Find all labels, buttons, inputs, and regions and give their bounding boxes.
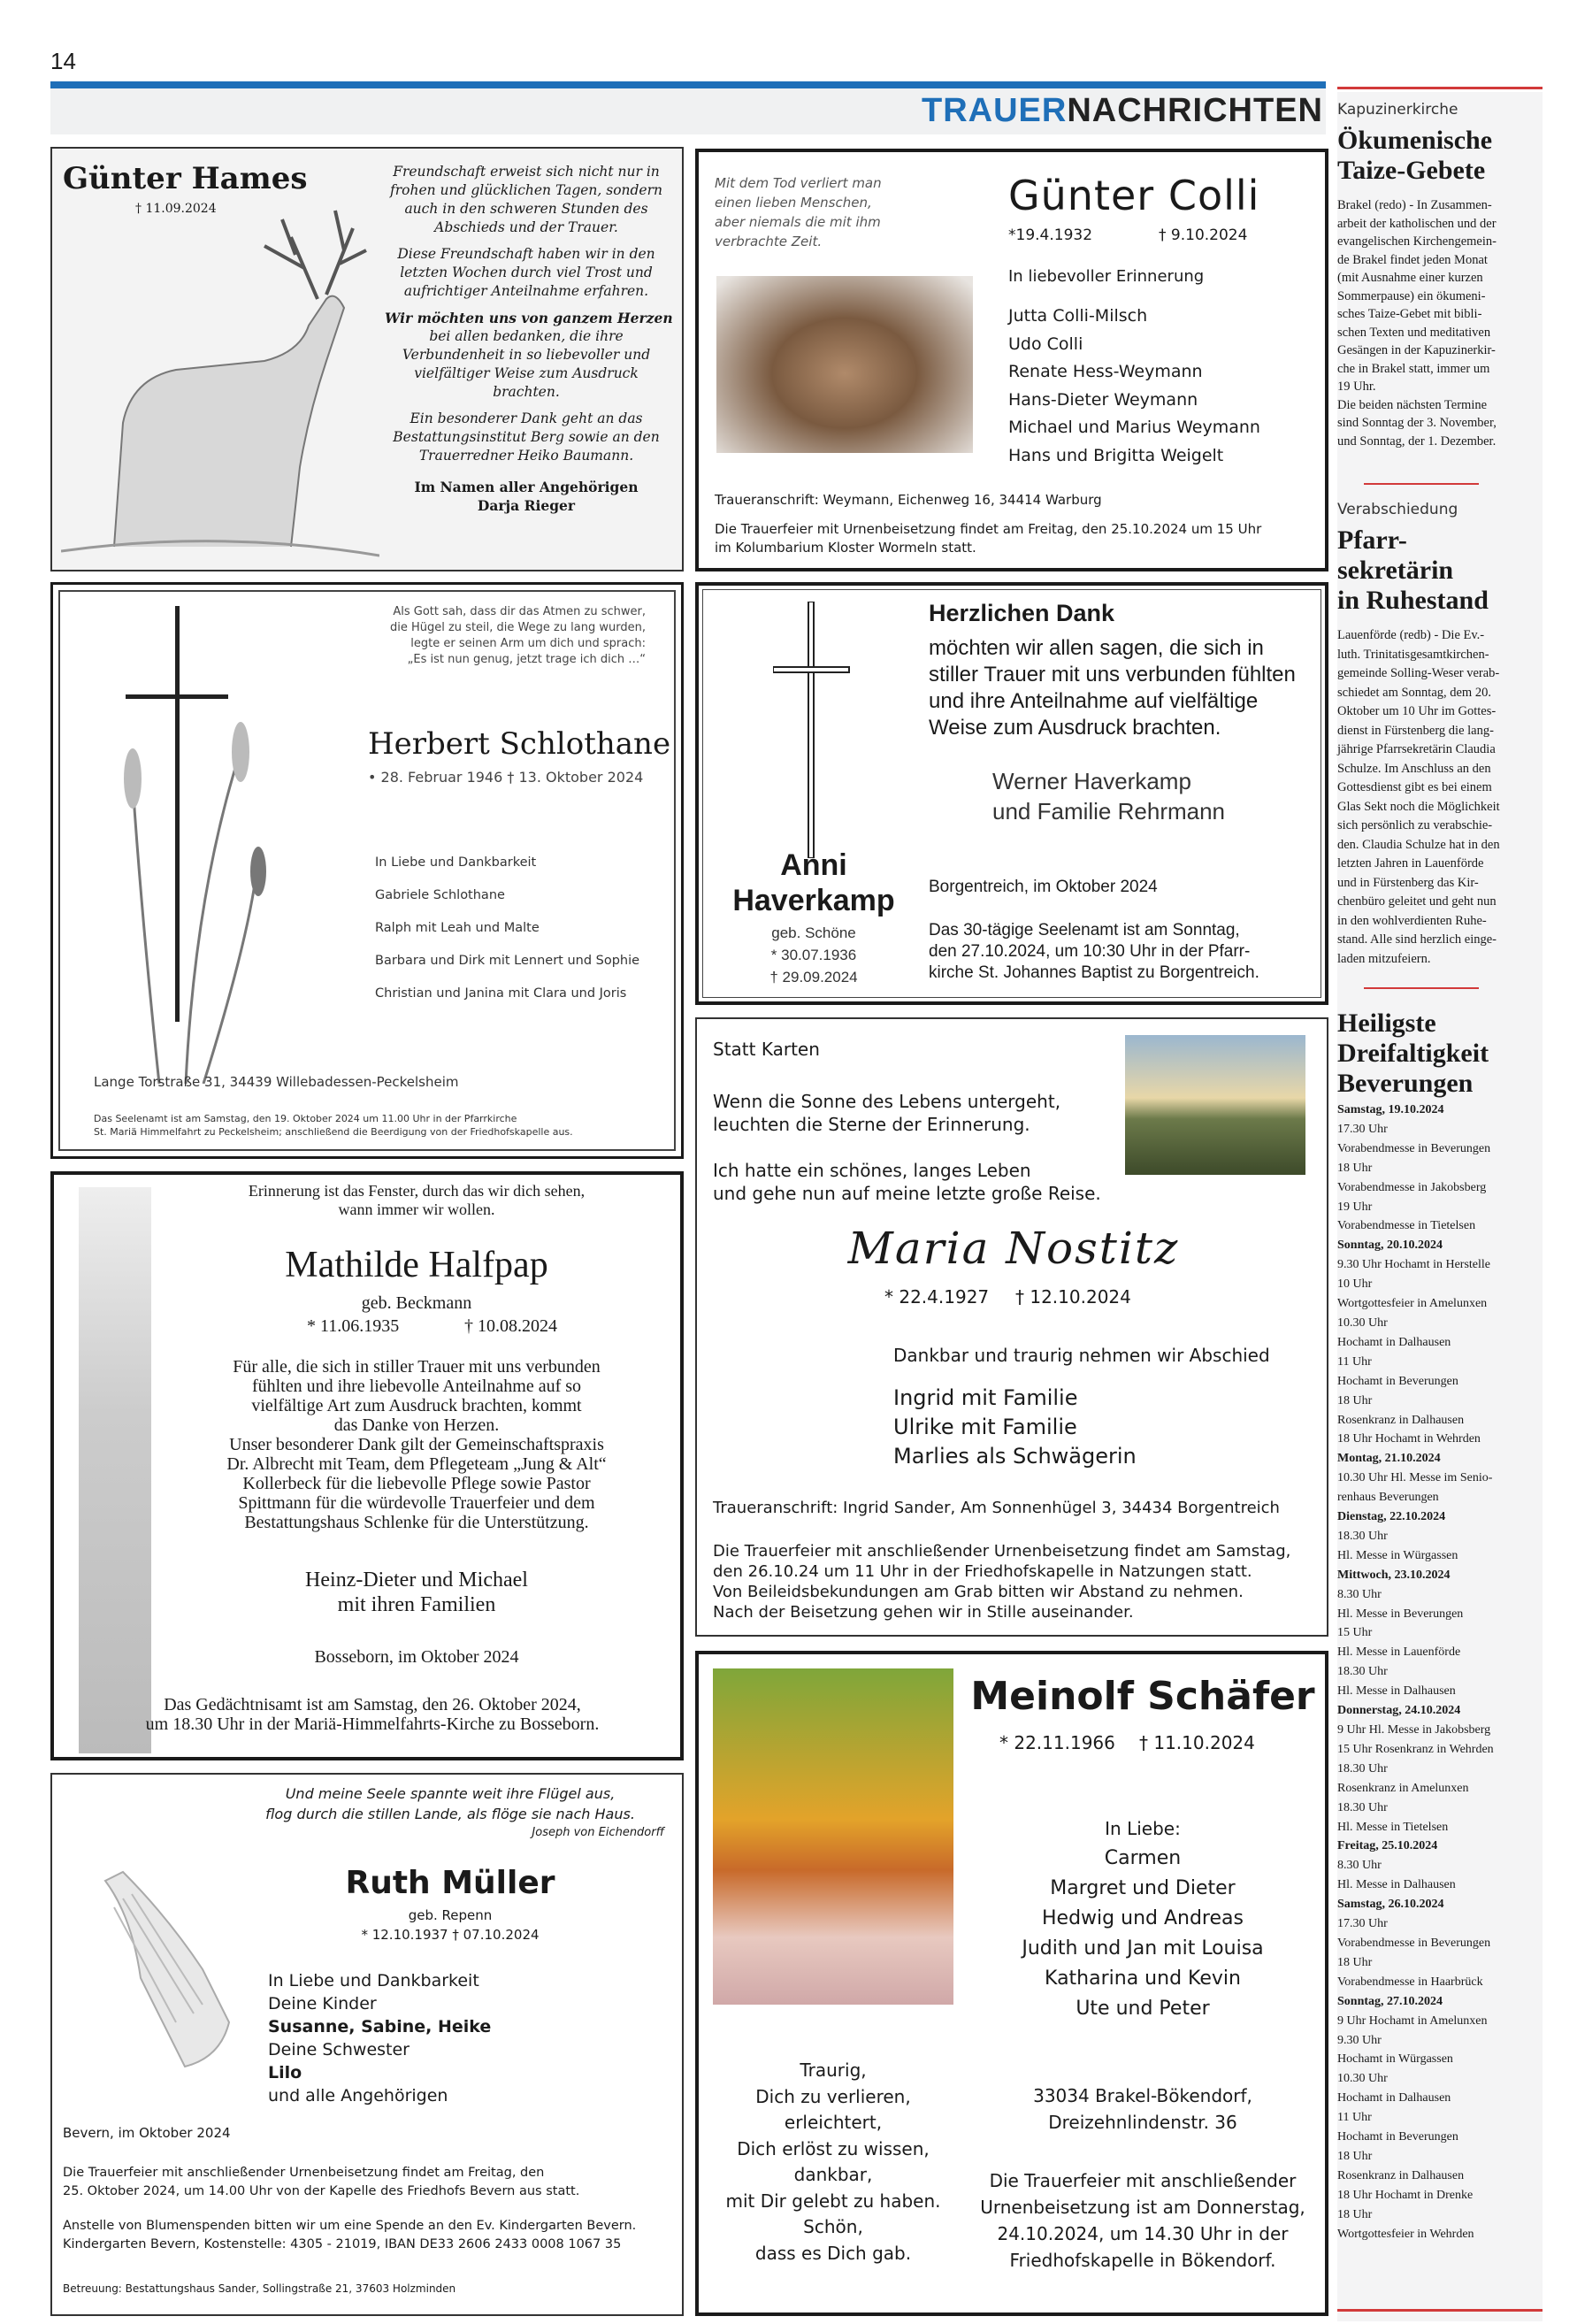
schedule-row: Dienstag, 22.10.2024: [1337, 1510, 1446, 1524]
schedule-row: 10.30 Uhr Hl. Messe im Senio-: [1337, 1471, 1493, 1485]
praying-hands-illustration: [70, 1863, 256, 2084]
schedule-row: 18 Uhr: [1337, 2149, 1373, 2163]
halfpap-name: Mathilde Halfpap: [285, 1245, 548, 1285]
haverkamp-place: Borgentreich, im Oktober 2024: [929, 878, 1158, 896]
schedule-row: 8.30 Uhr: [1337, 1859, 1382, 1873]
section-title-b: NACHRICHTEN: [1067, 92, 1323, 129]
halfpap-born-name: geb. Beckmann: [361, 1293, 472, 1313]
colli-photo: [716, 276, 973, 453]
haverkamp-note: Das 30-tägige Seelenamt ist am Sonntag, den 27.10.2024, um 10:30 Uhr in der Pfarr- kirche St. Johannes Baptist zu Borgentreich.: [929, 921, 1259, 982]
sidebar-title-c: Heiligste Dreifaltigkeit Beverungen: [1337, 1009, 1489, 1098]
haverkamp-dates: geb. Schöne * 30.07.1936 † 29.09.2024: [769, 924, 858, 986]
nostitz-intro: Dankbar und traurig nehmen wir Abschied: [893, 1345, 1270, 1366]
schedule-row: 17.30 Uhr: [1337, 1122, 1388, 1136]
schedule-row: 18 Uhr: [1337, 1393, 1373, 1407]
mueller-author: Joseph von Eichendorff: [532, 1826, 664, 1839]
hames-text: Freundschaft erweist sich nicht nur in frohen und glücklichen Tagen, sondern auch in den schweren Stunden des Abschieds und der Trauer. Diese Freundschaft haben wir in den letzten Wochen durch viel Trost und aufrichtiger Anteilnahme erfahren. Wir möchten uns von ganzem Herzen bei allen bedanken, die ihre Verbundenheit in so liebevoller und vielfältiger Weise zum Ausdruck brachten. Ein besonderer Dank geht an das Bestattungsinstitut Berg sowie an den Trauerredner Heiko Baumann. Im Namen aller Angehörigen Darja Rieger: [385, 164, 673, 514]
notice-mueller: [50, 1773, 684, 2316]
notice-halfpap: [50, 1171, 684, 1760]
schedule-row: 18.30 Uhr: [1337, 1665, 1388, 1679]
schaefer-note: Die Trauerfeier mit anschließender Urnenbeisetzung ist am Donnerstag, 24.10.2024, um 14.30 Uhr in der Friedhofskapelle in Bökendorf.: [980, 2170, 1305, 2271]
haverkamp-name: Anni Haverkamp: [732, 848, 895, 917]
nostitz-born: * 22.4.1927: [884, 1286, 990, 1308]
schedule-row: Hochamt in Beverungen: [1337, 2130, 1458, 2144]
mueller-note1: Die Trauerfeier mit anschließender Urnenbeisetzung findet am Freitag, den 25. Oktober 2024, um 14.00 Uhr von der Kapelle des Friedhofs Bevern aus statt.: [63, 2166, 580, 2198]
stairway-illustration: [79, 1187, 151, 1753]
schedule-row: 18.30 Uhr: [1337, 1761, 1388, 1776]
schedule-row: Hl. Messe in Beverungen: [1337, 1607, 1464, 1621]
sidebar-kicker-b: Verabschiedung: [1337, 501, 1458, 518]
nostitz-landscape-photo: [1125, 1035, 1305, 1175]
schedule-row: Freitag, 25.10.2024: [1337, 1839, 1438, 1853]
schedule-row: Vorabendmesse in Haarbrück: [1337, 1975, 1483, 1989]
schedule-row: 9.30 Uhr Hochamt in Herstelle: [1337, 1258, 1491, 1272]
haverkamp-text: möchten wir allen sagen, die sich in stiller Trauer mit uns verbunden fühlten und ihre Anteilnahme auf vielfältige Weise zum Ausdruck brachten.: [929, 636, 1296, 740]
schedule-row: 9.30 Uhr: [1337, 2033, 1382, 2047]
schedule-row: 18.30 Uhr: [1337, 1529, 1388, 1543]
mueller-care: Betreuung: Bestattungshaus Sander, Sollingstraße 21, 37603 Holzminden: [63, 2282, 456, 2295]
mueller-place: Bevern, im Oktober 2024: [63, 2125, 231, 2141]
schedule-row: 18.30 Uhr: [1337, 1800, 1388, 1814]
halfpap-text: Für alle, die sich in stiller Trauer mit uns verbunden fühlten und ihre liebevolle Anteilnahme auf so vielfältige Art zum Ausdruck brachten, kommt das Danke von Herzen. Unser besonderer Dank gilt der Gemeinschaftspraxis Dr. Albrecht mit Team, dem Pflegeteam „Jung & Alt“ Kollerbeck für die liebevolle Pflege sowie Pastor Spittmann für die würdevolle Trauerfeier und dem Bestattungshaus Schlenke für die Unterstützung.: [226, 1357, 607, 1532]
schedule-row: 18 Uhr Hochamt in Wehrden: [1337, 1432, 1481, 1446]
schedule-row: Mittwoch, 23.10.2024: [1337, 1568, 1451, 1582]
nostitz-name: Maria Nostitz: [847, 1223, 1180, 1274]
schedule-row: Vorabendmesse in Beverungen: [1337, 1936, 1491, 1950]
schedule-row: Vorabendmesse in Jakobsberg: [1337, 1180, 1487, 1194]
colli-note: Die Trauerfeier mit Urnenbeisetzung findet am Freitag, den 25.10.2024 um 15 Uhr im Kolumbarium Kloster Wormeln statt.: [715, 521, 1262, 556]
schedule-row: Sonntag, 20.10.2024: [1337, 1239, 1443, 1253]
schedule-row: 18 Uhr: [1337, 2207, 1373, 2221]
hames-name: Günter Hames: [63, 161, 308, 196]
sidebar-bottom-rule: [1337, 2309, 1543, 2312]
halfpap-note: Das Gedächtnisamt ist am Samstag, den 26. Oktober 2024, um 18.30 Uhr in der Mariä-Himmelfahrts-Kirche zu Bosseborn.: [145, 1695, 600, 1734]
mueller-dates: * 12.10.1937 † 07.10.2024: [361, 1927, 540, 1943]
schedule-row: 18 Uhr: [1337, 1955, 1373, 1969]
halfpap-died: † 10.08.2024: [464, 1316, 557, 1336]
schedule-row: Hl. Messe in Dalhausen: [1337, 1684, 1456, 1699]
halfpap-place: Bosseborn, im Oktober 2024: [314, 1647, 519, 1667]
nostitz-died: † 12.10.2024: [1015, 1286, 1131, 1308]
schedule-row: Wortgottesfeier in Amelunxen: [1337, 1297, 1488, 1311]
schedule-row: Sonntag, 27.10.2024: [1337, 1994, 1443, 2008]
schlothane-address: Lange Torstraße 31, 34439 Willebadessen-Peckelsheim: [94, 1074, 459, 1090]
hames-date: † 11.09.2024: [135, 202, 217, 216]
mueller-quote: Und meine Seele spannte weit ihre Flügel aus, flog durch die stillen Lande, als flöge sie nach Haus.: [265, 1785, 635, 1822]
halfpap-born: * 11.06.1935: [307, 1316, 400, 1336]
schedule-row: Vorabendmesse in Tietelsen: [1337, 1219, 1476, 1233]
schedule-row: 19 Uhr: [1337, 1200, 1373, 1214]
halfpap-family: Heinz-Dieter und Michael mit ihren Familien: [305, 1569, 528, 1616]
schedule-row: 18 Uhr: [1337, 1161, 1373, 1175]
sidebar-title-a: Ökumenische Taize-Gebete: [1337, 126, 1493, 185]
section-title: [922, 92, 1323, 130]
sidebar-kicker-a: Kapuzinerkirche: [1337, 101, 1458, 119]
nostitz-header: Statt Karten: [713, 1039, 820, 1060]
schedule-row: 10.30 Uhr: [1337, 2072, 1388, 2086]
nostitz-address: Traueranschrift: Ingrid Sander, Am Sonnenhügel 3, 34434 Borgentreich: [713, 1499, 1280, 1517]
schaefer-photo: [713, 1668, 953, 2005]
schedule-row: Hochamt in Dalhausen: [1337, 1335, 1451, 1349]
schedule-row: Rosenkranz in Dalhausen: [1337, 2168, 1465, 2182]
schedule-row: Samstag, 26.10.2024: [1337, 1898, 1444, 1912]
notice-colli: [695, 149, 1328, 571]
schedule-row: Hochamt in Würgassen: [1337, 2052, 1453, 2067]
notice-haverkamp: [695, 582, 1328, 1005]
notice-hames: [50, 147, 684, 571]
mueller-name: Ruth Müller: [345, 1865, 555, 1901]
schedule-row: 15 Uhr: [1337, 1626, 1373, 1640]
schedule-row: 9 Uhr Hochamt in Amelunxen: [1337, 2013, 1488, 2028]
section-title-a: TRAUER: [922, 92, 1068, 129]
schedule-row: Hl. Messe in Dalhausen: [1337, 1878, 1456, 1892]
colli-intro: In liebevoller Erinnerung: [1008, 267, 1205, 286]
sidebar-body-a: Brakel (redo) - In Zusammen- arbeit der katholischen und der evangelischen Kirchengemein- de Brakel findet jeden Monat (mit Ausnahme einer kurzen Sommerpause) ein ökumeni- sches Taize-Gebet mit bibli- schen Texten und meditativen Gesängen in der Kapuzinerkir- che in Brakel statt, immer um 19 Uhr. Die beiden nächsten Termine sind Sonntag der 3. November, und Sonntag, der 1. Dezember.: [1337, 198, 1497, 449]
colli-quote: Mit dem Tod verliert man einen lieben Menschen, aber niemals die mit ihm verbrachte Zeit.: [715, 175, 882, 249]
schaefer-family: In Liebe: Carmen Margret und Dieter Hedwig und Andreas Judith und Jan mit Louisa Katharina und Kevin Ute und Peter: [1022, 1818, 1264, 2020]
schedule-row: Montag, 21.10.2024: [1337, 1452, 1441, 1466]
sidebar-title-b: Pfarr- sekretärin in Ruhestand: [1337, 525, 1489, 615]
schedule-row: renhaus Beverungen: [1337, 1491, 1439, 1505]
schedule-row: Rosenkranz in Amelunxen: [1337, 1781, 1469, 1795]
schedule-row: Vorabendmesse in Beverungen: [1337, 1141, 1491, 1155]
nostitz-note: Die Trauerfeier mit anschließender Urnenbeisetzung findet am Samstag, den 26.10.24 um 11 Uhr in der Friedhofskapelle in Natzungen statt. Von Beileidsbekundungen am Grab bitten wir Abstand zu nehmen. Nach der Beisetzung gehen wir in Stille auseinander.: [713, 1542, 1291, 1622]
schlothane-quote: Als Gott sah, dass dir das Atmen zu schwer, die Hügel zu steil, die Wege zu lang wurden, legte er seinen Arm um dich und sprach: „Es ist nun genug, jetzt trage ich dich …“: [389, 605, 646, 666]
sidebar-top-rule: [1337, 87, 1543, 89]
schlothane-note: Das Seelenamt ist am Samstag, den 19. Oktober 2024 um 11.00 Uhr in der Pfarrkirche St. Mariä Himmelfahrt zu Peckelsheim; anschließend die Beerdigung von der Friedhofskapelle aus.: [94, 1113, 573, 1138]
notice-schlothane: [50, 582, 684, 1159]
schedule-row: Donnerstag, 24.10.2024: [1337, 1704, 1461, 1718]
schaefer-address: 33034 Brakel-Bökendorf, Dreizehnlindenstr. 36: [1033, 2085, 1252, 2133]
schedule-row: 11 Uhr: [1337, 1354, 1372, 1369]
schedule-row: Rosenkranz in Dalhausen: [1337, 1413, 1465, 1427]
schaefer-poem: Traurig, Dich zu verlieren, erleichtert, Dich erlöst zu wissen, dankbar, mit Dir gelebt zu haben. Schön, dass es Dich gab.: [725, 2059, 941, 2264]
schedule-row: 18 Uhr Hochamt in Drenke: [1337, 2188, 1474, 2202]
header-rule: [50, 81, 1326, 88]
schedule-row: Hl. Messe in Tietelsen: [1337, 1820, 1449, 1834]
schedule-row: 10 Uhr: [1337, 1277, 1373, 1292]
schedule-row: Hochamt in Beverungen: [1337, 1374, 1458, 1388]
schedule-row: Hochamt in Dalhausen: [1337, 2091, 1451, 2105]
sidebar-divider: [1364, 987, 1479, 989]
schedule-row: 11 Uhr: [1337, 2111, 1372, 2125]
schedule-row: 15 Uhr Rosenkranz in Wehrden: [1337, 1742, 1494, 1756]
mueller-born-name: geb. Repenn: [408, 1907, 493, 1923]
colli-died: † 9.10.2024: [1159, 226, 1248, 244]
stag-illustration: [61, 202, 379, 564]
cross-icon: [773, 602, 853, 858]
schedule-row: Hl. Messe in Würgassen: [1337, 1548, 1458, 1562]
schaefer-died: † 11.10.2024: [1139, 1732, 1255, 1753]
schlothane-name: Herbert Schlothane: [368, 726, 671, 762]
schlothane-family: In Liebe und Dankbarkeit Gabriele Schlothane Ralph mit Leah und Malte Barbara und Dirk mit Lennert und Sophie Christian und Janina mit Clara und Joris: [375, 855, 640, 1001]
haverkamp-title: Herzlichen Dank: [929, 600, 1115, 626]
notice-nostitz: [695, 1017, 1328, 1637]
nostitz-quote: Wenn die Sonne des Lebens untergeht, leuchten die Sterne der Erinnerung. Ich hatte ein schönes, langes Leben und gehe nun auf meine letzte große Reise.: [713, 1091, 1101, 1204]
schedule-row: 8.30 Uhr: [1337, 1587, 1382, 1601]
schlothane-dates: • 28. Februar 1946 † 13. Oktober 2024: [368, 769, 644, 786]
page-number: 14: [50, 48, 76, 74]
colli-address: Traueranschrift: Weymann, Eichenweg 16, 34414 Warburg: [715, 492, 1102, 508]
mueller-note2: Anstelle von Blumenspenden bitten wir um eine Spende an den Ev. Kindergarten Bevern. Kindergarten Bevern, Kostenstelle: 4305 - 21019, IBAN DE33 2606 2433 0008 1067 35: [63, 2219, 637, 2251]
haverkamp-family: Werner Haverkamp und Familie Rehrmann: [992, 768, 1226, 825]
colli-name: Günter Colli: [1008, 172, 1260, 219]
colli-family: Jutta Colli-Milsch Udo Colli Renate Hess-Weymann Hans-Dieter Weymann Michael und Marius Weymann Hans und Brigitta Weigelt: [1008, 306, 1260, 465]
notice-schaefer: [695, 1651, 1328, 2316]
sidebar-body-b: Lauenförde (redb) - Die Ev.- luth. Trinitatisgesamtkirchen- gemeinde Solling-Weser verab- schiedet am Sonntag, dem 20. Oktober um 10 Uhr im Gottes- dienst in Fürstenberg die lang- jährige Pfarrsekretärin Claudia Schulze. Im Anschluss an den Gottesdienst gibt es bei einem Glas Sekt noch die Möglichkeit sich persönlich zu verabschie- den. Claudia Schulze hat in den letzten Jahren in Lauenförde und in Fürstenberg das Kir- chenbüro geleitet und geht nun in den wohlverdienten Ruhe- stand. Alle sind herzlich einge- laden mitzufeiern.: [1337, 628, 1500, 966]
halfpap-quote: Erinnerung ist das Fenster, durch das wir dich sehen, wann immer wir wollen.: [248, 1182, 586, 1218]
schaefer-born: * 22.11.1966: [999, 1732, 1115, 1753]
nostitz-family: Ingrid mit Familie Ulrike mit Familie Marlies als Schwägerin: [893, 1385, 1137, 1469]
mueller-family: In Liebe und Dankbarkeit Deine Kinder Susanne, Sabine, Heike Deine Schwester Lilo und alle Angehörigen: [268, 1971, 492, 2105]
schedule-row: 17.30 Uhr: [1337, 1917, 1388, 1931]
sidebar-schedule: [1337, 1101, 1494, 2243]
schedule-row: Samstag, 19.10.2024: [1337, 1103, 1444, 1116]
schedule-row: 9 Uhr Hl. Messe in Jakobsberg: [1337, 1723, 1491, 1737]
sidebar-divider: [1364, 483, 1479, 485]
colli-born: *19.4.1932: [1008, 226, 1093, 244]
schaefer-name: Meinolf Schäfer: [970, 1674, 1315, 1719]
cross-wheat-illustration: [106, 606, 283, 1084]
schedule-row: Hl. Messe in Lauenförde: [1337, 1645, 1461, 1660]
schedule-row: 10.30 Uhr: [1337, 1315, 1388, 1330]
schedule-row: Wortgottesfeier in Wehrden: [1337, 2227, 1474, 2241]
